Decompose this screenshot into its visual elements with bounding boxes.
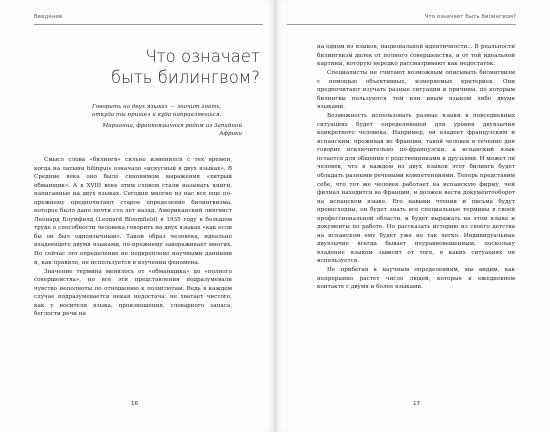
paragraph: Возможность использовать разные языки в повседневных ситуациях будет определяющей для уровня двуязычия конкретного человека. Например, он владеет французским и испанским: проживая во Франции, такой человек в течение дня говорит исключительно по-французски, а испанский язык остается для общения с родственниками и друзьями. И может ли человек, что в каждом из двух языков этот билингв будет обладать разными речевыми компетенциями. Теперь представим себе, что тот же человек работает на испанскую фирму, чей филиал находится во Франции, и должен вести документооборот на испанском языке. Его навыки чтения и письма будут превосходны, он будет знать все специальные термины в своей профессиональной области, и будет выражать на этом языке и документы по работе. Но рассказать историю из своего детства на испанском ему будет уже не так легко. Индивидуальные двуязычие всегда бывает неуравновешенным, поскольку владение языком зависит от того, в каких ситуациях он используется. — [317, 113, 515, 265]
header-rule — [34, 24, 263, 25]
chapter-title — [80, 46, 260, 88]
epigraph-attribution: Марианна, франкоязычная родом из Западной Африки — [102, 122, 242, 138]
page-number: 16 — [131, 401, 139, 407]
book-gutter — [274, 0, 276, 432]
header-rule — [287, 24, 516, 25]
paragraph: Смысл слова «билингв» сильно изменился с тех времен, когда на латыни bilinguis означало «искусный в двух языках». В Средние века оно было синонимом выражения «хитрый обманщик». А в XVIII веке этим словом стали называть книги, написанные на двух языках. Сегодня многие из нас все еще по-прежнему предпочитают старое определение билингвизма, которое было дано почти сто лет назад. Американский лингвист Леонард Блумфилд (Leonard Bloomfield) в 1935 году в большом труде о способности человека говорить на двух языках «как если бы он был одноязычным». Такой образ человека, идеально владеющего двумя языками, по-прежнему завораживает многих. Но сейчас это определение не подкреплено научными данными и, как правило, не используется в изучении феномена. — [34, 157, 232, 266]
epigraph-text: Говорить на двух языках — значит знать, откуда ты пришел и куда направляешься. — [92, 104, 222, 119]
page-number: 17 — [413, 401, 421, 407]
running-head: Введение — [34, 14, 63, 20]
chapter-title-line: быть билингвом? — [111, 68, 260, 87]
paragraph: Значение термина менялось от «обманщика» до «полного совершенства», но все эти представления подразумевали чувство неполноты по отношению к полиглотам. Ведь в каждом случае подразумевается некая недостача: не хватает чистого, как у носителя языка, произношения, словарного запаса, беглости речи на — [34, 268, 232, 318]
chapter-title-line: Что означает — [145, 47, 260, 66]
paragraph: Специалисты не считают возможным описывать билингвизм с помощью объективных, измеряемых критериев. Они предпочитают изучать разные ситуации и причины, по которым билингвы пользуются тем или иным языком либо двумя языками. — [317, 70, 515, 111]
paragraph: на одном из языков, национальной идентичности... В реальности билингвизм далек от полного совершенства, и от той идеальной картины, которую нередко рассматривают как недостаток. — [317, 44, 515, 68]
body-text — [317, 43, 515, 292]
body-text — [34, 156, 232, 319]
paragraph: Не прибегая к научным определениям, мы видим, как непрерывно растет число людей, которые в ежедневном контакте с двумя и более языками. — [317, 267, 515, 291]
right-page — [275, 0, 550, 432]
running-head: Что означает быть билингвом? — [424, 14, 516, 20]
epigraph — [92, 103, 242, 139]
